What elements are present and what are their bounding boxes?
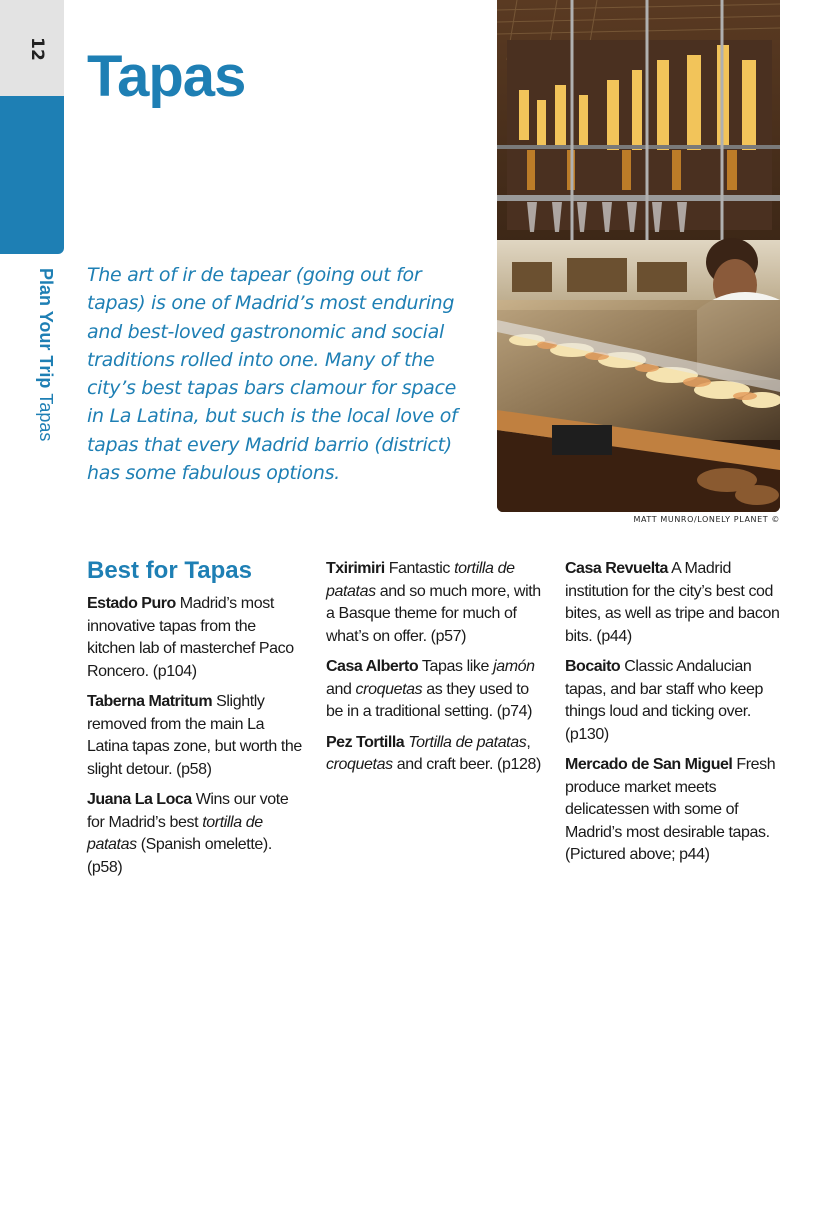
listing-column-1 xyxy=(87,593,305,887)
listing-column-3 xyxy=(565,558,785,875)
listing-casa-revuelta: Casa Revuelta A Madrid institution for the city’s best cod bites, as well as tripe and bacon bits. (p44) xyxy=(565,560,780,645)
listing-juana-la-loca: Juana La Loca Wins our vote for Madrid’s best tortilla de patatas (Spanish omelette). (p58) xyxy=(87,791,289,876)
intro-paragraph: The art of ir de tapear (going out for tapas) is one of Madrid’s most enduring and best-loved gastronomic and social traditions rolled into one. Many of the city’s best tapas bars clamour for space in La Latina, but such is the local love of tapas that every Madrid barrio (district) has some fabulous options. xyxy=(87,264,458,485)
listing-column-2 xyxy=(326,558,548,785)
tapas-bar-photo xyxy=(497,0,780,512)
listing-txirimiri: Txirimiri Fantastic tortilla de patatas and so much more, with a Basque theme for much of what’s on offer. (p57) xyxy=(326,560,541,645)
photo-credit: MATT MUNRO/LONELY PLANET © xyxy=(633,515,780,524)
listing-taberna-matritum: Taberna Matritum Slightly removed from the main La Latina tapas zone, but worth the slight detour. (p58) xyxy=(87,693,302,778)
section-tab xyxy=(0,96,64,254)
listing-pez-tortilla: Pez Tortilla Tortilla de patatas, croquetas and craft beer. (p128) xyxy=(326,733,541,773)
listing-estado-puro: Estado Puro Madrid’s most innovative tapas from the kitchen lab of masterchef Paco Roncero. (p104) xyxy=(87,595,294,680)
listing-bocaito: Bocaito Classic Andalucian tapas, and bar staff who keep things loud and ticking over. (p130) xyxy=(565,658,764,743)
best-for-tapas-heading: Best for Tapas xyxy=(87,557,252,584)
listing-casa-alberto: Casa Alberto Tapas like jamón and croquetas as they used to be in a traditional setting. (p74) xyxy=(326,658,535,720)
page-number-box xyxy=(0,0,64,96)
page-title: Tapas xyxy=(87,44,246,109)
page-number: 12 xyxy=(27,37,47,61)
listing-mercado-de-san-miguel: Mercado de San Miguel Fresh produce market meets delicatessen with some of Madrid’s most desirable tapas. (Pictured above; p44) xyxy=(565,756,776,863)
section-name: Plan Your Trip xyxy=(36,268,56,389)
topic-name: Tapas xyxy=(36,393,56,442)
running-section-label xyxy=(37,268,55,441)
